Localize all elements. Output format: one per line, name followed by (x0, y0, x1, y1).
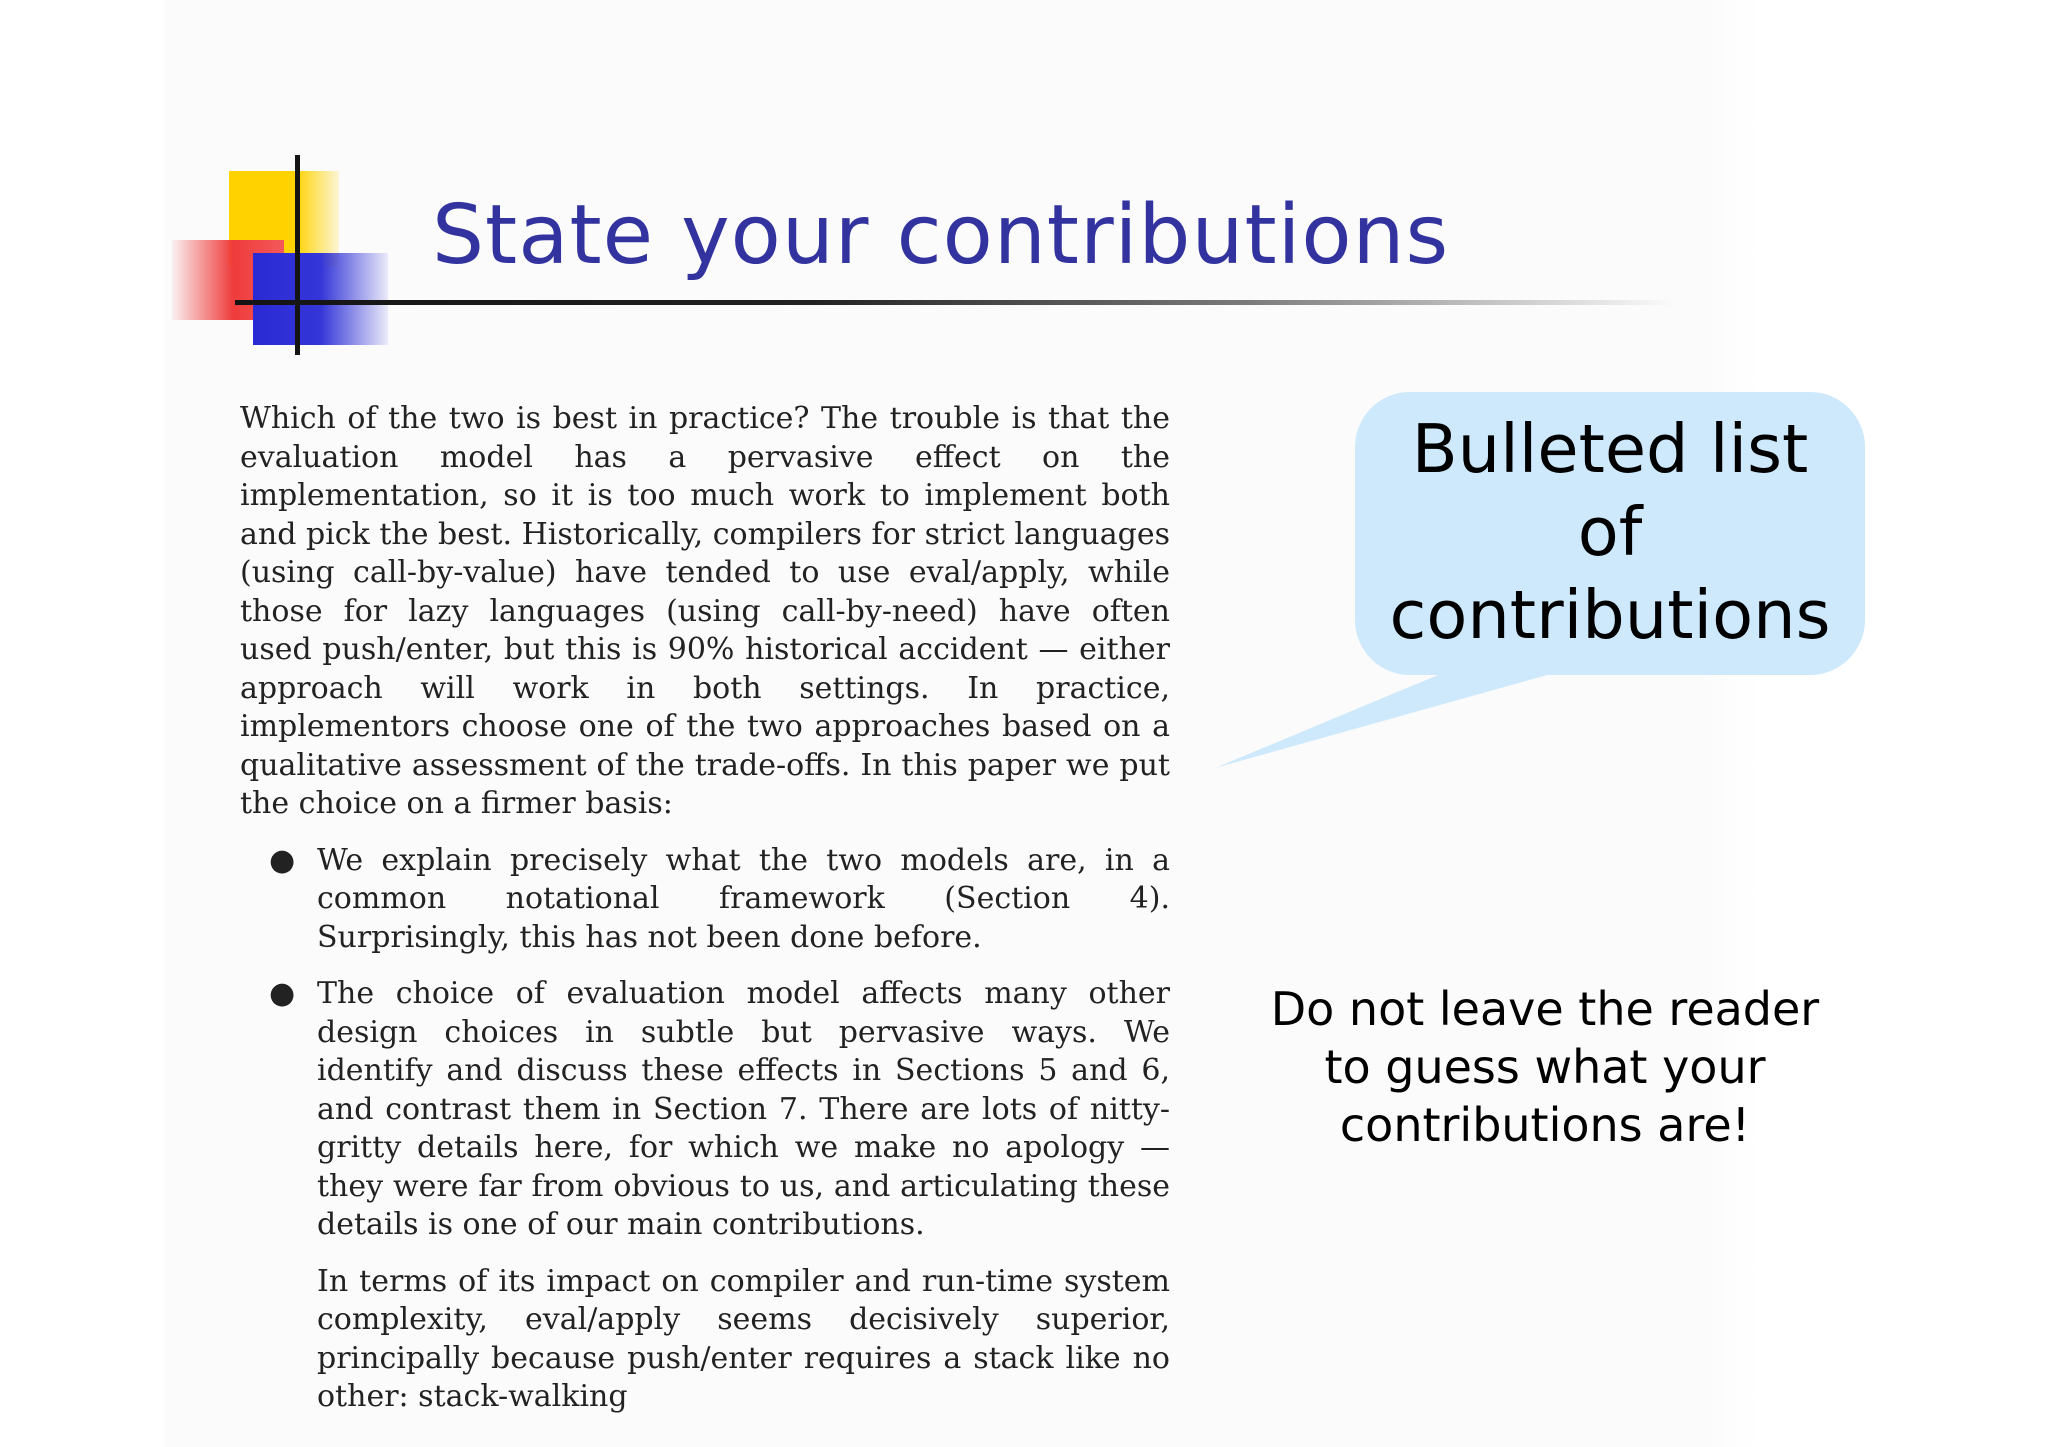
advice-note: Do not leave the reader to guess what your contributions are! (1270, 982, 1820, 1152)
bullet-icon: ● (269, 976, 296, 1011)
paper-excerpt (240, 400, 1170, 1417)
slide-title: State your contributions (432, 188, 1450, 283)
contributions-list (240, 842, 1170, 1245)
excerpt-continuation-paragraph: In terms of its impact on compiler and run-time system complexity, eval/apply seems decisively superior, principally because push/enter requires a stack like no other: stack-walking (317, 1263, 1170, 1414)
list-item-text: We explain precisely what the two models are, in a common notational framework (Section 4). Surprisingly, this has not been done before. (317, 842, 1170, 955)
list-item (240, 975, 1170, 1245)
logo-blue-square (253, 253, 388, 345)
list-item (240, 842, 1170, 958)
bullet-icon: ● (269, 842, 296, 878)
callout-text: Bulleted list of contributions (1389, 410, 1831, 654)
title-underline (235, 300, 1675, 305)
logo-vertical-line (295, 155, 300, 355)
excerpt-intro-paragraph: Which of the two is best in practice? The trouble is that the evaluation model has a pervasive effect on the implementation, so it is too much work to implement both and pick the best. Historically, compilers for strict languages (using call-by-value) have tended to use eval/apply, while those for lazy languages (using call-by-need) have often used push/enter, but this is 90% historical accident — either approach will work in both settings. In practice, implementors choose one of the two approaches based on a qualitative assessment of the trade-offs. In this paper we put the choice on a firmer basis: (240, 401, 1170, 821)
list-item-text: The choice of evaluation model affects many other design choices in subtle but pervasive ways. We identify and discuss these effects in Sections 5 and 6, and contrast them in Section 7. There are lots of nitty-gritty details here, for which we make no apology — they were far from obvious to us, and articulating these details is one of our main contributions. (317, 976, 1170, 1242)
